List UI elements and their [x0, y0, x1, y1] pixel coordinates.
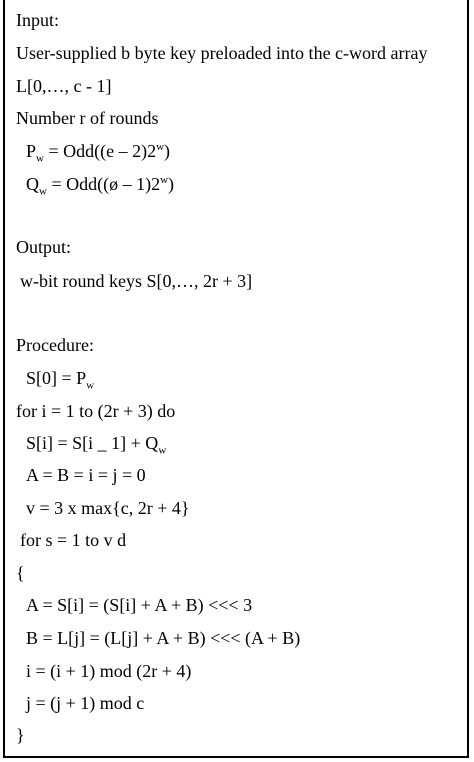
proc-v: v = 3 x max{c, 2r + 4}	[26, 498, 190, 518]
pw-formula	[26, 140, 171, 165]
proc-open-brace: {	[16, 563, 25, 583]
proc-si-text: S[i] = S[i _ 1] + Q	[26, 433, 159, 453]
proc-close-brace: }	[16, 725, 25, 745]
procedure-heading: Procedure:	[16, 335, 94, 355]
proc-a: A = S[i] = (S[i] + A + B) <<< 3	[26, 595, 253, 615]
pw-rhs: = Odd((e – 2)2	[43, 141, 157, 161]
proc-s0-text: S[0] = P	[26, 368, 87, 388]
pw-end: )	[164, 141, 171, 161]
qw-sup: w	[160, 174, 169, 186]
pw-lhs: P	[26, 141, 37, 161]
qw-rhs: = Odd((ø – 1)2	[46, 174, 161, 194]
proc-j: j = (j + 1) mod c	[26, 693, 145, 713]
proc-si	[26, 432, 167, 457]
input-line-array: L[0,…, c - 1]	[16, 76, 112, 96]
proc-s0	[26, 367, 95, 392]
proc-s0-sub: w	[86, 379, 95, 392]
input-line-rounds: Number r of rounds	[16, 108, 159, 128]
proc-si-sub: w	[158, 444, 167, 457]
input-line-key: User-supplied b byte key preloaded into the c-word array	[16, 43, 428, 63]
qw-end: )	[168, 174, 175, 194]
qw-lhs: Q	[26, 174, 39, 194]
output-heading: Output:	[16, 237, 72, 257]
pw-sup: w	[156, 141, 165, 153]
output-line-keys: w-bit round keys S[0,…, 2r + 3]	[20, 271, 253, 291]
proc-i: i = (i + 1) mod (2r + 4)	[26, 661, 192, 681]
qw-sub: w	[39, 185, 47, 198]
proc-for-s: for s = 1 to v d	[20, 530, 127, 550]
proc-init: A = B = i = j = 0	[26, 465, 146, 485]
proc-b: B = L[j] = (L[j] + A + B) <<< (A + B)	[26, 628, 301, 648]
input-heading: Input:	[16, 10, 59, 30]
qw-formula	[26, 173, 175, 198]
proc-for-i: for i = 1 to (2r + 3) do	[16, 401, 176, 421]
pw-sub: w	[36, 152, 44, 165]
